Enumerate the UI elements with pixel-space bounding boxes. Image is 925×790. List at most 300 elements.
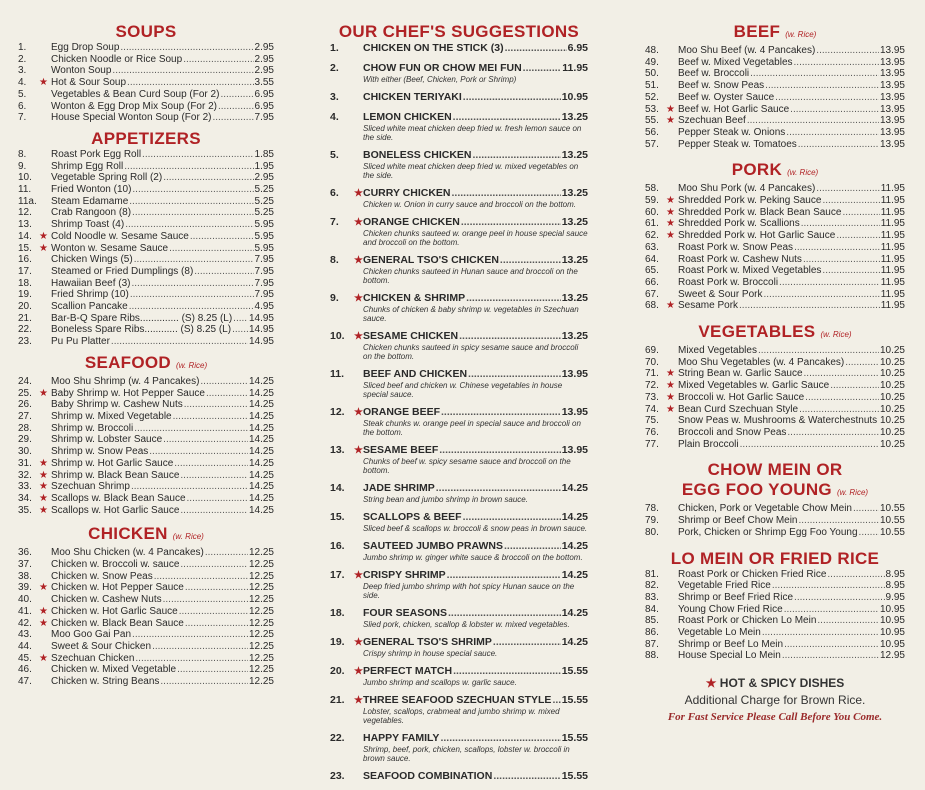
item-name: Scallops w. Hot Garlic Sauce	[51, 504, 180, 516]
item-price: 11.95	[880, 195, 905, 207]
dot-leader	[212, 112, 253, 124]
menu-item-row	[330, 292, 588, 305]
menu-item-row	[645, 92, 905, 104]
spicy-star-icon: ★	[354, 570, 363, 581]
menu-item-row	[645, 650, 905, 662]
item-name: Broccoli w. Hot Garlic Sauce	[678, 391, 805, 403]
menu-item	[18, 254, 274, 266]
item-name: Shredded Pork w. Hot Garlic Sauce	[678, 230, 836, 242]
item-price: 14.25	[248, 469, 274, 481]
item-name: BONELESS CHICKEN	[363, 149, 472, 161]
item-name: Roast Pork Egg Roll	[51, 148, 142, 160]
menu-item-row	[645, 615, 905, 627]
dot-leader	[822, 265, 879, 277]
dot-leader	[816, 45, 879, 57]
menu-item	[645, 92, 905, 104]
item-number: 42.	[18, 617, 32, 629]
menu-item-row	[18, 184, 274, 196]
menu-item	[330, 482, 588, 504]
menu-item	[18, 481, 274, 493]
spicy-star-icon: ★	[39, 242, 48, 254]
item-name: Shrimp w. Hot Garlic Sauce	[51, 457, 174, 469]
menu-item-row	[645, 569, 905, 581]
item-description: Sliced beef and chicken w. Chinese vegetables in house special sauce.	[363, 381, 563, 399]
section-title	[330, 22, 588, 42]
menu-item-row	[645, 592, 905, 604]
item-number: 12.	[18, 207, 32, 219]
item-name: Mixed Vegetables	[678, 345, 757, 357]
item-name: Beef w. Snow Peas	[678, 80, 765, 92]
menu-item-row	[330, 406, 588, 419]
menu-item-row	[18, 423, 274, 435]
item-price: 13.95	[879, 126, 905, 138]
menu-item-row	[330, 254, 588, 267]
item-price: 11.95	[880, 276, 905, 288]
item-price: 5.25	[254, 184, 274, 196]
item-name: Chicken w. Hot Garlic Sauce	[51, 605, 178, 617]
item-number: 67.	[645, 288, 659, 300]
spicy-star-icon: ★	[39, 387, 48, 399]
dot-leader	[763, 289, 879, 301]
item-price: 7.95	[254, 265, 274, 277]
dot-leader	[739, 300, 880, 312]
menu-item	[645, 515, 905, 527]
item-name: CRISPY SHRIMP	[363, 569, 446, 581]
menu-item-row	[645, 139, 905, 151]
menu-item-row	[645, 368, 905, 380]
menu-item	[330, 694, 588, 725]
dot-leader	[154, 571, 248, 583]
item-number: 18.	[330, 607, 345, 619]
item-price: 13.95	[879, 103, 905, 115]
menu-item-row	[18, 231, 274, 243]
item-name: Shrimp w. Broccoli	[51, 422, 134, 434]
section-note: (w. Rice)	[785, 30, 817, 39]
spicy-star-icon: ★	[39, 481, 48, 493]
dot-leader	[750, 68, 879, 80]
dot-leader	[130, 289, 254, 301]
dot-leader	[185, 582, 248, 594]
item-price: 13.95	[879, 68, 905, 80]
item-name: Shrimp or Beef Lo Mein	[678, 638, 784, 650]
menu-item	[330, 770, 588, 783]
item-number: 19.	[18, 289, 32, 301]
item-price: 12.25	[248, 582, 274, 594]
item-name: String Bean w. Garlic Sauce	[678, 368, 803, 380]
item-price: 14.25	[248, 481, 274, 493]
item-name: House Special Lo Mein	[678, 650, 781, 662]
item-name: SESAME CHICKEN	[363, 330, 459, 342]
dot-leader	[163, 434, 248, 446]
item-price: 7.95	[254, 289, 274, 301]
item-number: 60.	[645, 206, 659, 218]
item-description: Chicken chunks sauteed w. orange peel in house special sauce and broccoli on the bottom.	[363, 229, 588, 247]
menu-item-row	[18, 505, 274, 517]
spicy-star-icon: ★	[39, 504, 48, 516]
item-name: Moo Shu Chicken (w. 4 Pancakes)	[51, 547, 204, 559]
item-number: 87.	[645, 638, 659, 650]
item-name: Moo Shu Shrimp (w. 4 Pancakes)	[51, 375, 200, 387]
menu-item-row	[18, 411, 274, 423]
dot-leader	[177, 664, 248, 676]
item-number: 5.	[18, 88, 27, 100]
item-number: 83.	[645, 591, 659, 603]
item-number: 14.	[18, 230, 32, 242]
dot-leader	[452, 187, 561, 200]
dot-leader	[131, 481, 248, 493]
item-name: Hawaiian Beef (3)	[51, 277, 131, 289]
item-price: 12.25	[248, 547, 274, 559]
item-name: Roast Pork w. Snow Peas	[678, 241, 794, 253]
dot-leader	[453, 111, 561, 124]
spicy-star-icon: ★	[354, 695, 363, 706]
dot-leader	[184, 399, 248, 411]
menu-item	[645, 127, 905, 139]
menu-item-row	[330, 770, 588, 783]
menu-item	[18, 571, 274, 583]
item-number: 63.	[645, 241, 659, 253]
menu-item	[18, 505, 274, 517]
dot-leader	[827, 569, 884, 581]
item-number: 22.	[330, 732, 345, 744]
item-number: 35.	[18, 504, 32, 516]
item-price: 11.95	[880, 288, 905, 300]
spicy-star-icon: ★	[39, 492, 48, 504]
item-number: 64.	[645, 253, 659, 265]
item-number: 3.	[330, 91, 339, 103]
menu-item	[330, 187, 588, 209]
menu-item	[645, 650, 905, 662]
menu-item-row	[645, 183, 905, 195]
menu-item-row	[18, 458, 274, 470]
item-price: 10.95	[879, 615, 905, 627]
item-name: Hot & Sour Soup	[51, 77, 127, 89]
footer-notes	[645, 676, 905, 723]
menu-item-row	[645, 404, 905, 416]
menu-item-row	[330, 368, 588, 381]
menu-item	[645, 503, 905, 515]
dot-leader	[174, 458, 248, 470]
item-price: 12.25	[248, 605, 274, 617]
spicy-star-icon: ★	[354, 293, 363, 304]
item-name: Beef w. Broccoli	[678, 68, 750, 80]
menu-item	[18, 629, 274, 641]
item-name: Chicken, Pork or Vegetable Chow Mein	[678, 503, 852, 515]
item-number: 39.	[18, 582, 32, 594]
item-name: FOUR SEASONS	[363, 607, 448, 619]
item-price: 5.25	[254, 207, 274, 219]
item-price: 6.95	[254, 88, 274, 100]
spicy-star-icon: ★	[666, 403, 675, 415]
dot-leader	[135, 653, 248, 665]
menu-item-row	[330, 149, 588, 162]
spicy-star-icon: ★	[666, 368, 675, 380]
menu-item-row	[645, 439, 905, 451]
item-name: Vegetables & Bean Curd Soup (For 2)	[51, 88, 220, 100]
dot-leader	[859, 527, 879, 539]
item-name: Shredded Pork w. Peking Sauce	[678, 195, 822, 207]
dot-leader	[468, 368, 561, 381]
menu-item	[18, 653, 274, 665]
menu-item	[330, 607, 588, 629]
menu-item-row	[645, 115, 905, 127]
spicy-star-icon: ★	[354, 445, 363, 456]
item-name: Chicken w. String Beans	[51, 676, 160, 688]
section-title	[645, 160, 905, 183]
menu-item-row	[18, 571, 274, 583]
item-number: 15.	[330, 511, 345, 523]
dot-leader	[853, 503, 879, 515]
menu-item	[645, 195, 905, 207]
spicy-star-icon: ★	[354, 255, 363, 266]
item-name: SEAFOOD COMBINATION	[363, 770, 493, 782]
menu-item-row	[645, 604, 905, 616]
menu-item-row	[18, 336, 274, 348]
item-name: GENERAL TSO'S SHRIMP	[363, 636, 492, 648]
menu-item	[645, 57, 905, 69]
item-price: 10.25	[879, 345, 905, 357]
menu-item-row	[645, 277, 905, 289]
item-price: 2.95	[254, 42, 274, 53]
section-title	[645, 22, 905, 45]
dot-leader	[817, 615, 879, 627]
item-price: 6.95	[567, 42, 588, 54]
menu-item-row	[18, 582, 274, 594]
section-title-text: CHOW MEIN OR	[707, 460, 843, 480]
item-number: 17.	[18, 265, 32, 277]
dot-leader	[463, 91, 561, 104]
item-price: 1.85	[254, 148, 274, 160]
menu-item	[18, 547, 274, 559]
item-description: Chunks of beef w. spicy sesame sauce and broccoli on the bottom.	[363, 457, 571, 475]
item-price: 2.95	[254, 53, 274, 65]
item-price: 8.95	[885, 568, 905, 580]
item-number: 28.	[18, 422, 32, 434]
menu-item-row	[18, 301, 274, 313]
dot-leader	[127, 77, 253, 89]
item-number: 22.	[18, 324, 32, 336]
dot-leader	[232, 324, 248, 336]
menu-item-row	[645, 195, 905, 207]
item-name: Roast Pork or Chicken Fried Rice	[678, 568, 827, 580]
menu-item	[645, 357, 905, 369]
menu-item	[18, 458, 274, 470]
item-number: 11.	[18, 184, 32, 196]
item-price: 11.95	[880, 183, 905, 195]
item-price: 12.25	[248, 629, 274, 641]
menu-item	[645, 439, 905, 451]
dot-leader	[523, 62, 562, 75]
menu-item-row	[645, 380, 905, 392]
dot-leader	[784, 639, 879, 651]
menu-item	[645, 404, 905, 416]
dot-leader	[765, 80, 879, 92]
item-name: Roast Pork w. Mixed Vegetables	[678, 265, 822, 277]
section-title-text: VEGETABLES	[698, 322, 816, 342]
item-name: Pepper Steak w. Onions	[678, 126, 786, 138]
item-price: 5.25	[254, 195, 274, 207]
item-description: Sliced white meat chicken deep fried w. fresh lemon sauce on the side.	[363, 124, 582, 142]
item-description: Slied pork, chicken, scallop & lobster w. mixed vegetables.	[363, 620, 570, 629]
menu-item	[330, 636, 588, 658]
menu-item-row	[330, 62, 588, 75]
item-number: 8.	[18, 148, 27, 160]
item-number: 3.	[18, 65, 27, 77]
dot-leader	[805, 392, 879, 404]
menu-item	[18, 289, 274, 301]
menu-item-row	[18, 618, 274, 630]
item-price: 12.25	[248, 559, 274, 571]
section-title-text: PORK	[731, 160, 783, 180]
menu-item	[18, 676, 274, 688]
item-name: GENERAL TSO'S CHICKEN	[363, 254, 499, 266]
item-name: CHICKEN & SHRIMP	[363, 292, 466, 304]
item-price: 14.25	[561, 511, 588, 523]
item-number: 43.	[18, 629, 32, 641]
item-number: 46.	[18, 664, 32, 676]
item-number: 80.	[645, 526, 659, 538]
menu-item	[18, 559, 274, 571]
dot-leader	[493, 636, 561, 649]
item-number: 38.	[18, 570, 32, 582]
item-description: String bean and jumbo shrimp in brown sauce.	[363, 495, 528, 504]
item-price: 1.95	[254, 160, 274, 172]
menu-item	[645, 527, 905, 539]
dot-leader	[200, 376, 248, 388]
menu-item	[18, 207, 274, 219]
menu-item	[18, 618, 274, 630]
item-price: 11.95	[880, 218, 905, 230]
item-name: Egg Drop Soup	[51, 42, 120, 53]
item-description: Jumbo shrimp and scallops w. garlic sauce.	[363, 678, 517, 687]
item-number: 34.	[18, 492, 32, 504]
menu-item-row	[18, 388, 274, 400]
item-name: Sweet & Sour Chicken	[51, 640, 152, 652]
item-price: 10.95	[879, 638, 905, 650]
item-price: 12.95	[879, 650, 905, 662]
dot-leader	[798, 139, 879, 151]
section-title-text: SOUPS	[115, 22, 177, 41]
item-number: 2.	[330, 62, 339, 74]
item-name: Moo Goo Gai Pan	[51, 629, 132, 641]
menu-item	[645, 380, 905, 392]
item-number: 41.	[18, 605, 32, 617]
menu-item-row	[18, 481, 274, 493]
dot-leader	[439, 444, 560, 457]
item-name: Sweet & Sour Pork	[678, 288, 763, 300]
item-number: 4.	[18, 77, 27, 89]
menu-item-row	[645, 230, 905, 242]
item-name: Shrimp w. Black Bean Sauce	[51, 469, 180, 481]
item-number: 47.	[18, 676, 32, 688]
item-number: 44.	[18, 640, 32, 652]
menu-item-row	[645, 218, 905, 230]
menu-item	[645, 277, 905, 289]
dot-leader	[842, 207, 879, 219]
menu-item	[645, 139, 905, 151]
spicy-star-icon: ★	[354, 407, 363, 418]
item-number: 9.	[18, 160, 27, 172]
menu-item	[330, 111, 588, 142]
menu-item	[645, 604, 905, 616]
dot-leader	[493, 770, 560, 783]
menu-item	[18, 77, 274, 89]
item-price: 14.25	[248, 446, 274, 458]
item-description: Deep fried jumbo shrimp with hot spicy Hunan sauce on the side.	[363, 582, 575, 600]
item-name: Shrimp w. Mixed Vegetable	[51, 410, 172, 422]
item-price: 13.25	[561, 111, 588, 123]
menu-item	[18, 388, 274, 400]
item-name: Vegetable Spring Roll (2)	[51, 172, 163, 184]
dot-leader	[505, 42, 567, 55]
section-note: (w. Rice)	[787, 168, 819, 178]
item-number: 81.	[645, 568, 659, 580]
dot-leader	[845, 357, 879, 369]
menu-item-row	[645, 345, 905, 357]
menu-item	[18, 219, 274, 231]
item-number: 79.	[645, 515, 659, 527]
dot-leader	[183, 54, 253, 66]
item-name: Pu Pu Platter	[51, 336, 110, 348]
item-description: Chicken chunks sauteed in spicy sesame sauce and broccoli on the bottom.	[363, 343, 579, 361]
spicy-star-icon: ★	[39, 469, 48, 481]
dot-leader	[132, 629, 248, 641]
menu-item	[18, 196, 274, 208]
menu-item	[645, 615, 905, 627]
dot-leader	[822, 195, 879, 207]
menu-item	[18, 65, 274, 77]
dot-leader	[129, 301, 254, 313]
spicy-star-icon: ★	[354, 331, 363, 342]
menu-item	[18, 266, 274, 278]
item-number: 23.	[330, 770, 345, 782]
menu-item-row	[645, 242, 905, 254]
menu-item-row	[18, 399, 274, 411]
menu-item-row	[18, 101, 274, 113]
dot-leader	[447, 569, 561, 582]
item-number: 77.	[645, 438, 659, 450]
item-number: 10.	[18, 172, 32, 184]
menu-item-row	[18, 547, 274, 559]
dot-leader	[504, 540, 561, 553]
menu-item	[645, 207, 905, 219]
dot-leader	[160, 676, 248, 688]
menu-item	[330, 216, 588, 247]
item-price: 13.25	[561, 149, 588, 161]
dot-leader	[185, 618, 248, 630]
menu-item	[18, 231, 274, 243]
dot-leader	[804, 368, 879, 380]
item-name: Chicken Noodle or Rice Soup	[51, 53, 183, 65]
item-name: Cold Noodle w. Sesame Sauce	[51, 230, 189, 242]
item-name: Beef w. Mixed Vegetables	[678, 56, 793, 68]
spicy-star-icon: ★	[39, 582, 48, 594]
menu-item	[18, 278, 274, 290]
item-price: 14.25	[561, 569, 588, 581]
menu-item	[18, 184, 274, 196]
menu-item	[18, 313, 274, 325]
item-number: 15.	[18, 242, 32, 254]
item-price: 10.25	[879, 368, 905, 380]
item-name: Moo Shu Pork (w. 4 Pancakes)	[678, 183, 816, 195]
item-number: 12.	[330, 406, 345, 418]
menu-item	[330, 511, 588, 533]
dot-leader	[179, 606, 248, 618]
item-name: Roast Pork or Chicken Lo Mein	[678, 615, 817, 627]
item-number: 66.	[645, 276, 659, 288]
dot-leader	[218, 101, 254, 113]
dot-leader	[163, 594, 248, 606]
